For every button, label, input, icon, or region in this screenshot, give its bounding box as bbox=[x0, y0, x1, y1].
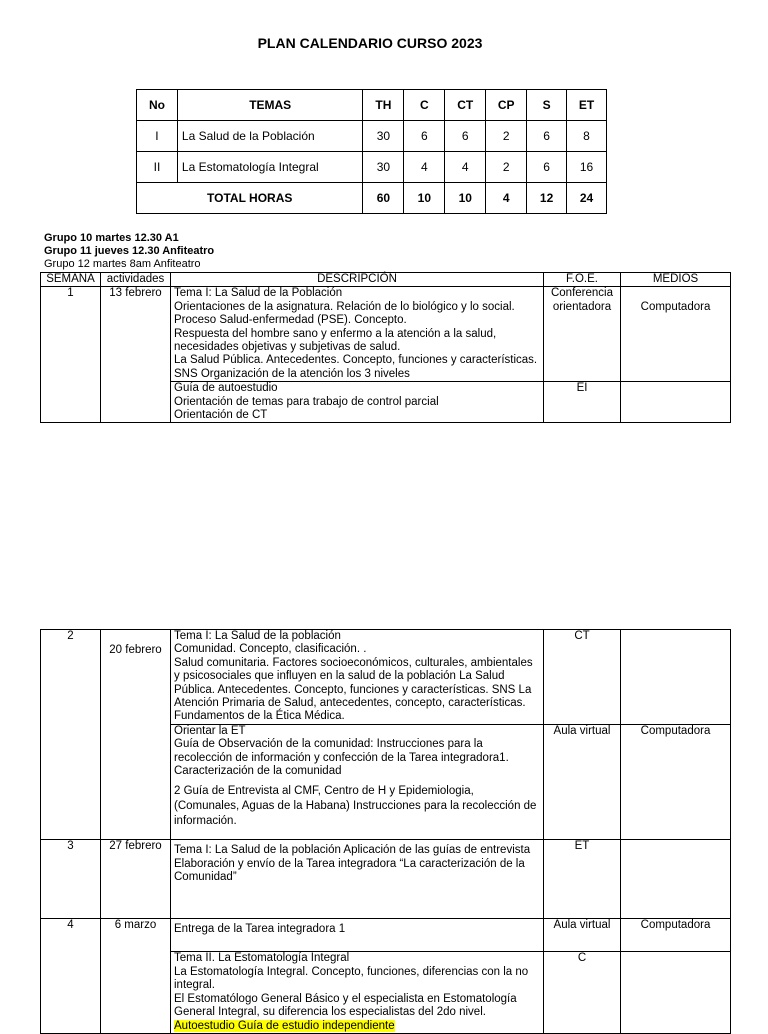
col-header: TEMAS bbox=[177, 90, 363, 121]
desc-line: Respuesta del hombre sano y enfermo a la atención a la salud, necesidades objetivas y subjetivas de salud. bbox=[174, 327, 497, 354]
group-line: Grupo 12 martes 8am Anfiteatro bbox=[44, 258, 201, 270]
cell-foe: Aula virtual bbox=[544, 919, 621, 952]
col-header: CT bbox=[445, 90, 486, 121]
desc-line: La Estomatología Integral. Concepto, funciones, diferencias con la no integral. bbox=[174, 965, 529, 992]
total-et: 24 bbox=[567, 183, 607, 214]
total-row bbox=[137, 183, 607, 214]
cell-c: 6 bbox=[404, 121, 445, 152]
desc-line: Tema II. La Estomatología Integral bbox=[174, 952, 350, 965]
table-row bbox=[137, 152, 607, 183]
cell-tema: La Estomatología Integral bbox=[177, 152, 363, 183]
desc-line: Orientaciones de la asignatura. Relación de lo biológico y lo social. bbox=[174, 300, 515, 313]
total-s: 12 bbox=[527, 183, 567, 214]
cell-medios: Computadora bbox=[621, 724, 731, 840]
schedule-header-row bbox=[41, 273, 731, 287]
cell-foe: C bbox=[544, 952, 621, 1033]
document-title: PLAN CALENDARIO CURSO 2023 bbox=[257, 35, 483, 51]
desc-line: Tema I: La Salud de la población bbox=[174, 630, 341, 642]
col-header: ET bbox=[567, 90, 607, 121]
total-c: 10 bbox=[404, 183, 445, 214]
col-header-medios: MEDIOS bbox=[621, 273, 731, 287]
cell-semana: 3 bbox=[41, 840, 101, 919]
cell-fecha: 13 febrero bbox=[101, 287, 171, 423]
cell-descripcion bbox=[171, 630, 544, 725]
cell-ct: 4 bbox=[445, 152, 486, 183]
cell-descripcion bbox=[171, 724, 544, 840]
cell-s: 6 bbox=[527, 121, 567, 152]
col-header: No bbox=[137, 90, 178, 121]
desc-line: Guía de Observación de la comunidad: Instrucciones para la recolección de información y confección de la Tarea integradora1. Caracterización de la comunidad bbox=[174, 738, 509, 778]
col-header: S bbox=[527, 90, 567, 121]
cell-medios-empty bbox=[621, 952, 731, 1033]
cell-th: 30 bbox=[363, 152, 404, 183]
cell-descripcion bbox=[171, 952, 544, 1033]
cell-medios: Computadora bbox=[621, 287, 731, 382]
cell-tema: La Salud de la Población bbox=[177, 121, 363, 152]
table-row bbox=[41, 919, 731, 952]
desc-line: La Salud Pública. Antecedentes. Concepto, funciones y características. SNS Organización de la atención los 3 niveles bbox=[174, 354, 538, 380]
desc-line: Guía de autoestudio bbox=[174, 382, 278, 395]
desc-line: Tema I: La Salud de la Población bbox=[174, 287, 343, 300]
group-line: Grupo 10 martes 12.30 A1 bbox=[44, 232, 179, 244]
desc-line: Elaboración y envío de la Tarea integradora “La caracterización de la Comunidad” bbox=[174, 857, 525, 884]
cell-cp: 2 bbox=[486, 152, 527, 183]
cell-semana: 4 bbox=[41, 919, 101, 1033]
total-ct: 10 bbox=[445, 183, 486, 214]
cell-foe: ET bbox=[544, 840, 621, 919]
cell-cp: 2 bbox=[486, 121, 527, 152]
highlighted-text: Autoestudio Guía de estudio independiente bbox=[174, 1019, 395, 1032]
cell-descripcion bbox=[171, 287, 544, 382]
total-label: TOTAL HORAS bbox=[137, 183, 363, 214]
table-row bbox=[41, 287, 731, 382]
desc-line: Orientar la ET bbox=[174, 724, 246, 737]
hours-summary-table bbox=[136, 89, 607, 214]
desc-line: Salud comunitaria. Factores socioeconómicos, culturales, ambientales y psicosociales que influyen en la salud de la población La Salud Pública. Antecedentes. Concepto, funciones y características. SNS La Atención Primaria de Salud, antecedentes, concepto, características. bbox=[174, 656, 533, 710]
schedule-table-week-1 bbox=[40, 272, 731, 423]
cell-s: 6 bbox=[527, 152, 567, 183]
desc-line: Orientación de CT bbox=[174, 409, 268, 422]
col-header-descripcion: DESCRIPCIÓN bbox=[171, 273, 544, 287]
col-header-actividades: actividades bbox=[101, 273, 171, 287]
desc-line: Tema I: La Salud de la población Aplicación de las guías de entrevista bbox=[174, 844, 531, 857]
table-row bbox=[41, 630, 731, 725]
cell-no: I bbox=[137, 121, 178, 152]
desc-line: Comunidad. Concepto, clasificación. . bbox=[174, 643, 367, 656]
cell-th: 30 bbox=[363, 121, 404, 152]
cell-c: 4 bbox=[404, 152, 445, 183]
group-schedule-list bbox=[44, 232, 214, 271]
cell-descripcion bbox=[171, 840, 544, 919]
cell-semana: 2 bbox=[41, 630, 101, 840]
desc-line: 2 Guía de Entrevista al CMF, Centro de H y Epidemiologia, (Comunales, Aguas de la Habana) Instrucciones para la recolección de información. bbox=[174, 785, 537, 828]
cell-medios-empty bbox=[621, 382, 731, 423]
cell-medios-empty bbox=[621, 630, 731, 725]
cell-descripcion bbox=[171, 919, 544, 952]
desc-line: Proceso Salud-enfermedad (PSE). Concepto. bbox=[174, 314, 407, 327]
desc-line: El Estomatólogo General Básico y el especialista en Estomatología General Integral, su diferencia los especialistas del 2do nivel. bbox=[174, 992, 517, 1019]
summary-header-row bbox=[137, 90, 607, 121]
total-cp: 4 bbox=[486, 183, 527, 214]
total-th: 60 bbox=[363, 183, 404, 214]
cell-descripcion bbox=[171, 382, 544, 423]
col-header: TH bbox=[363, 90, 404, 121]
cell-foe: Conferencia orientadora bbox=[544, 287, 621, 382]
table-row bbox=[137, 121, 607, 152]
cell-ct: 6 bbox=[445, 121, 486, 152]
cell-et: 16 bbox=[567, 152, 607, 183]
desc-line: Entrega de la Tarea integradora 1 bbox=[174, 923, 346, 936]
cell-no: II bbox=[137, 152, 178, 183]
cell-foe: EI bbox=[544, 382, 621, 423]
cell-fecha: 27 febrero bbox=[101, 840, 171, 919]
desc-line: Orientación de temas para trabajo de control parcial bbox=[174, 395, 439, 408]
group-line: Grupo 11 jueves 12.30 Anfiteatro bbox=[44, 245, 215, 257]
cell-medios-empty bbox=[621, 840, 731, 919]
col-header-semana: SEMANA bbox=[41, 273, 101, 287]
schedule-table-weeks-2-4 bbox=[40, 629, 731, 1034]
cell-et: 8 bbox=[567, 121, 607, 152]
cell-medios: Computadora bbox=[621, 919, 731, 952]
col-header: CP bbox=[486, 90, 527, 121]
cell-semana: 1 bbox=[41, 287, 101, 423]
cell-fecha: 6 marzo bbox=[101, 919, 171, 1033]
col-header: C bbox=[404, 90, 445, 121]
desc-line: Fundamentos de la Ética Médica. bbox=[174, 710, 345, 723]
desc-line-highlighted bbox=[174, 1020, 540, 1033]
col-header-foe: F.O.E. bbox=[544, 273, 621, 287]
cell-fecha: 20 febrero bbox=[101, 630, 171, 840]
cell-foe: Aula virtual bbox=[544, 724, 621, 840]
table-row bbox=[41, 840, 731, 919]
cell-foe: CT bbox=[544, 630, 621, 725]
